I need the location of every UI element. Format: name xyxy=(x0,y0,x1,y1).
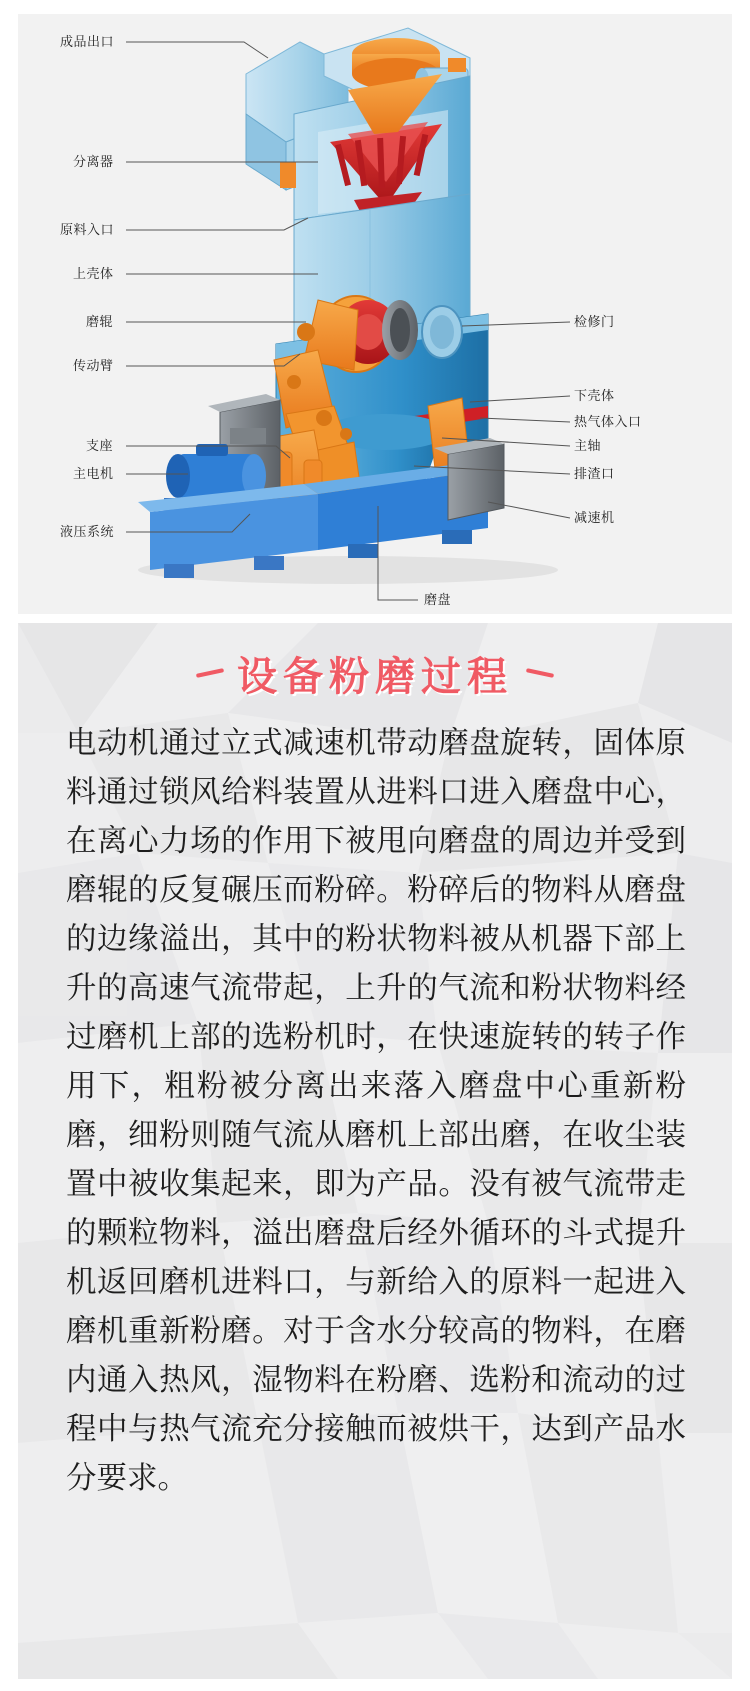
vertical-roller-mill-illustration xyxy=(18,14,732,614)
label-slag-discharge-port: 排渣口 xyxy=(574,466,615,481)
label-drive-arm: 传动臂 xyxy=(73,358,114,373)
label-lower-housing: 下壳体 xyxy=(574,388,615,403)
label-grinding-table: 磨盘 xyxy=(424,592,452,607)
label-hydraulic-system: 液压系统 xyxy=(60,524,115,539)
label-raw-material-inlet: 原料入口 xyxy=(60,222,115,237)
label-reducer: 减速机 xyxy=(574,510,615,525)
label-upper-housing: 上壳体 xyxy=(73,266,114,281)
label-finished-product-outlet: 成品出口 xyxy=(60,34,115,49)
label-grinding-roller: 磨辊 xyxy=(86,314,114,329)
process-description-text: 电动机通过立式减速机带动磨盘旋转，固体原料通过锁风给料装置从进料口进入磨盘中心，在离心力场的作用下被甩向磨盘的周边并受到磨辊的反复碾压而粉碎。粉碎后的物料从磨盘的边缘溢出，其中的粉状物料被从机器下部上升的高速气流带起，上升的气流和粉状物料经过磨机上部的选粉机时，在快速旋转的转子作用下，粗粉被分离出来落入磨盘中心重新粉磨，细粉则随气流从磨机上部出磨，在收尘装置中被收集起来，即为产品。没有被气流带走的颗粒物料，溢出磨盘后经外循环的斗式提升机返回磨机进料口，与新给入的原料一起进入磨机重新粉磨。对于含水分较高的物料，在磨内通入热风，湿物料在粉磨、选粉和流动的过程中与热气流充分接触而被烘干，达到产品水分要求。 xyxy=(66,726,686,1495)
label-support-base: 支座 xyxy=(86,438,114,453)
label-main-motor: 主电机 xyxy=(73,466,114,481)
machine-diagram-panel xyxy=(18,14,732,614)
label-separator: 分离器 xyxy=(73,154,114,169)
section-title-wrapper xyxy=(18,645,732,702)
label-inspection-door: 检修门 xyxy=(574,314,615,329)
label-main-shaft: 主轴 xyxy=(574,438,602,453)
grinding-process-section xyxy=(18,623,732,1679)
section-title: 设备粉磨过程 xyxy=(237,655,513,699)
label-hot-gas-inlet: 热气体入口 xyxy=(574,414,642,429)
